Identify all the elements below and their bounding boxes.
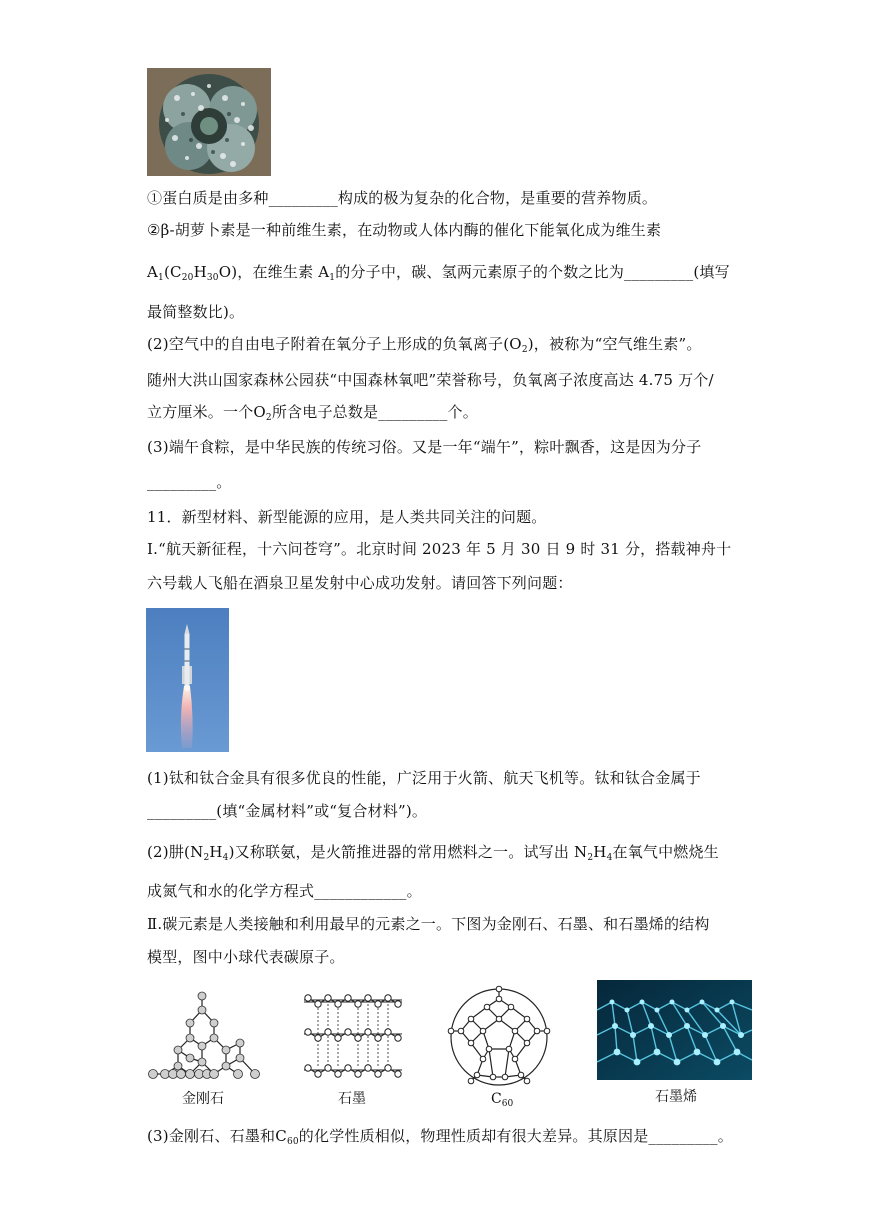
text-line-3: $A_1(C_{20}H_{30}O)$，在维生素 $A_1$的分子中，碳、氢两元素原子的个数之比为_________(填写 bbox=[147, 263, 730, 283]
graphene-caption: 石墨烯 bbox=[655, 1089, 697, 1105]
text-line-7: 立方厘米。一个$O_2$所含电子总数是_________个。 bbox=[147, 403, 478, 423]
text-line-18: 模型，图中小球代表碳原子。 bbox=[147, 948, 345, 966]
text-line-5: (2)空气中的自由电子附着在氧分子上形成的负氧离子$(O_2)$，被称为“空气维生素”。 bbox=[147, 335, 702, 355]
text-line-8: (3)端午食粽，是中华民族的传统习俗。又是一年“端午”，粽叶飘香，这是因为分子 bbox=[147, 438, 702, 456]
diamond-caption: 金刚石 bbox=[182, 1091, 224, 1107]
text-line-12: 六号载人飞船在酒泉卫星发射中心成功发射。请回答下列问题： bbox=[147, 574, 573, 592]
graphene-render-image bbox=[597, 980, 752, 1080]
cabbage-photo bbox=[147, 68, 271, 176]
text-line-15: (2)肼$(N_2H_4)$又称联氨，是火箭推进器的常用燃料之一。试写出 $N_2H_4$在氧气中燃烧生 bbox=[147, 843, 719, 863]
question-11-heading: 11．新型材料、新型能源的应用，是人类共同关注的问题。 bbox=[147, 508, 547, 526]
c60-structure-diagram bbox=[445, 985, 553, 1089]
text-line-19: (3)金刚石、石墨和$C_{60}$的化学性质相似，物理性质却有很大差异。其原因是_________。 bbox=[147, 1127, 733, 1147]
graphite-structure-diagram bbox=[298, 990, 408, 1086]
graphite-caption: 石墨 bbox=[338, 1091, 366, 1107]
text-line-4: 最简整数比)。 bbox=[147, 303, 245, 321]
c60-caption: $C_{60}$ bbox=[491, 1091, 514, 1109]
text-line-13: (1)钛和钛合金具有很多优良的性能，广泛用于火箭、航天飞机等。钛和钛合金属于 bbox=[147, 769, 701, 787]
rocket-photo bbox=[146, 608, 229, 752]
text-line-17: Ⅱ.碳元素是人类接触和利用最早的元素之一。下图为金刚石、石墨、和石墨烯的结构 bbox=[147, 915, 710, 933]
text-line-16: 成氮气和水的化学方程式____________。 bbox=[147, 882, 422, 900]
text-line-9: _________。 bbox=[147, 473, 232, 491]
text-line-1: ①蛋白质是由多种_________构成的极为复杂的化合物，是重要的营养物质。 bbox=[147, 189, 658, 207]
text-line-11: Ⅰ.“航天新征程，十六问苍穹”。北京时间 2023 年 5 月 30 日 9 时 31 分，搭载神舟十 bbox=[147, 540, 732, 558]
diamond-structure-diagram bbox=[145, 988, 265, 1088]
text-line-2: ②β-胡萝卜素是一种前维生素，在动物或人体内酶的催化下能氧化成为维生素 bbox=[147, 221, 662, 239]
text-line-14: _________(填“金属材料”或“复合材料”)。 bbox=[147, 802, 428, 820]
text-line-6: 随州大洪山国家森林公园获“中国森林氧吧”荣誉称号，负氧离子浓度高达 4.75 万个/ bbox=[147, 371, 714, 389]
